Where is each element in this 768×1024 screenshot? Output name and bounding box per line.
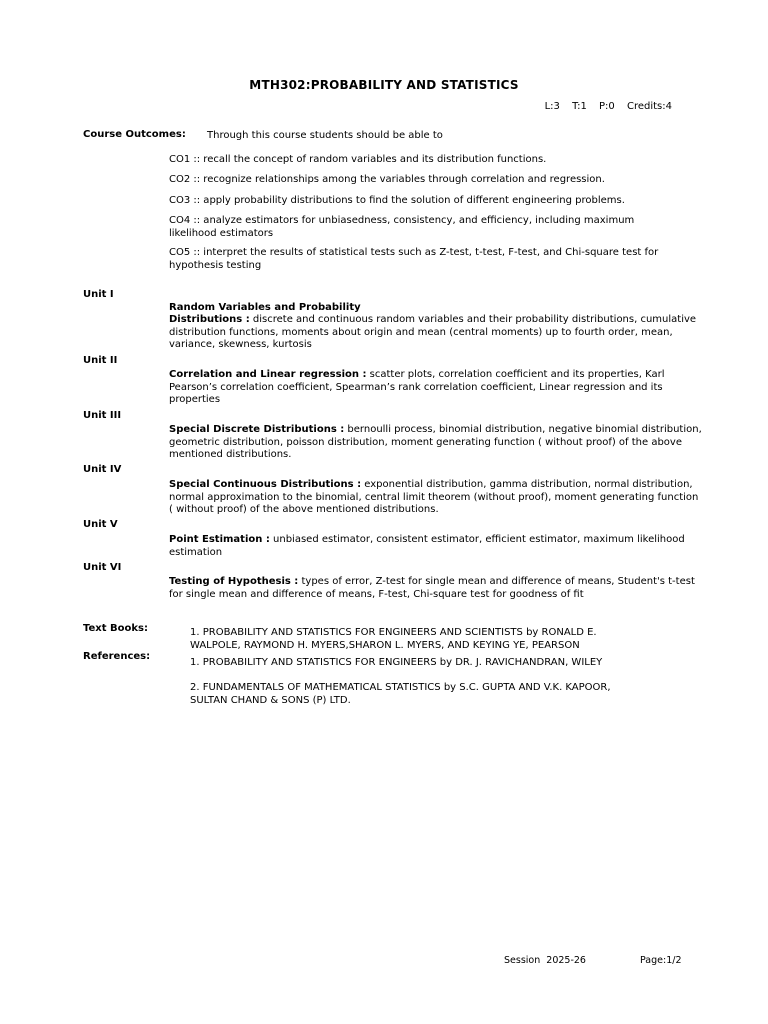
credits: Credits:4: [626, 101, 672, 112]
course-outcomes-label: Course Outcomes:: [83, 129, 186, 140]
outcome-item: CO1 :: recall the concept of random variables and its distribution functions.: [169, 154, 547, 165]
references-label: References:: [83, 651, 151, 662]
unit-label: Unit III: [83, 410, 122, 421]
lecture-hours: L:3: [544, 101, 560, 112]
unit-text: unbiased estimator, consistent estimator, efficient estimator, maximum likelihood estimation: [169, 534, 685, 558]
unit-topic: Point Estimation :: [169, 534, 270, 545]
unit-label: Unit VI: [83, 562, 122, 573]
unit-topic: Testing of Hypothesis :: [169, 576, 299, 587]
course-outcomes-intro: Through this course students should be able to: [207, 130, 443, 141]
unit-text: discrete and continuous random variables and their probability distributions, cumulative distribution functions, moments about origin and mean (central moments) up to fourth order, mean, variance, skewness, kurtosis: [169, 314, 697, 350]
outcome-item: CO4 :: analyze estimators for unbiasedness, consistency, and efficiency, including maximum likelihood estimators: [169, 215, 635, 239]
unit-text: bernoulli process, binomial distribution, negative binomial distribution, geometric distribution, poisson distribution, moment generating function ( without proof) of the above mentioned distributions.: [169, 424, 702, 460]
unit-text: scatter plots, correlation coefficient and its properties, Karl Pearson’s correlation coefficient, Spearman’s rank correlation coefficient, Linear regression and its properties: [169, 369, 665, 405]
textbook-item: 1. PROBABILITY AND STATISTICS FOR ENGINEERS AND SCIENTISTS by RONALD E. WALPOLE, RAYMOND H. MYERS,SHARON L. MYERS, AND KEYING YE, PEARSON: [190, 627, 597, 651]
session-label: Session 2025-26: [504, 955, 586, 966]
unit-text: exponential distribution, gamma distribution, normal distribution, normal approximation to the binomial, central limit theorem (without proof), moment generating function ( without proof) of the above mentioned distributions.: [169, 479, 699, 515]
outcome-item: CO3 :: apply probability distributions to find the solution of different engineering problems.: [169, 195, 625, 206]
unit-topic: Correlation and Linear regression :: [169, 369, 367, 380]
outcome-item: CO5 :: interpret the results of statistical tests such as Z-test, t-test, F-test, and Chi-square test for hypothesis testing: [169, 247, 659, 271]
unit-content: [169, 314, 705, 352]
unit-text: types of error, Z-test for single mean and difference of means, Student's t-test for single mean and difference of means, F-test, Chi-square test for goodness of fit: [169, 576, 695, 600]
unit-content: [169, 479, 705, 517]
unit-label: Unit II: [83, 355, 118, 366]
unit-label: Unit IV: [83, 464, 122, 475]
unit-label: Unit I: [83, 289, 114, 300]
reference-item: 1. PROBABILITY AND STATISTICS FOR ENGINEERS by DR. J. RAVICHANDRAN, WILEY: [190, 657, 603, 668]
textbooks-label: Text Books:: [83, 623, 148, 634]
page-number: Page:1/2: [640, 955, 682, 966]
course-title: MTH302:PROBABILITY AND STATISTICS: [249, 78, 519, 92]
tutorial-hours: T:1: [572, 101, 587, 112]
unit-content: [169, 534, 705, 559]
practical-hours: P:0: [599, 101, 615, 112]
outcome-item: CO2 :: recognize relationships among the variables through correlation and regression.: [169, 174, 605, 185]
unit-topic: Special Continuous Distributions :: [169, 479, 362, 490]
unit-content: [169, 576, 705, 601]
unit-label: Unit V: [83, 519, 118, 530]
course-credits-line: [536, 101, 672, 112]
unit-content: [169, 424, 705, 462]
unit-topic: Distributions :: [169, 314, 250, 325]
unit-topic: Special Discrete Distributions :: [169, 424, 345, 435]
reference-item: 2. FUNDAMENTALS OF MATHEMATICAL STATISTICS by S.C. GUPTA AND V.K. KAPOOR, SULTAN CHAND & SONS (P) LTD.: [190, 682, 611, 706]
unit-content: [169, 369, 705, 407]
unit-heading: Random Variables and Probability: [169, 302, 361, 313]
